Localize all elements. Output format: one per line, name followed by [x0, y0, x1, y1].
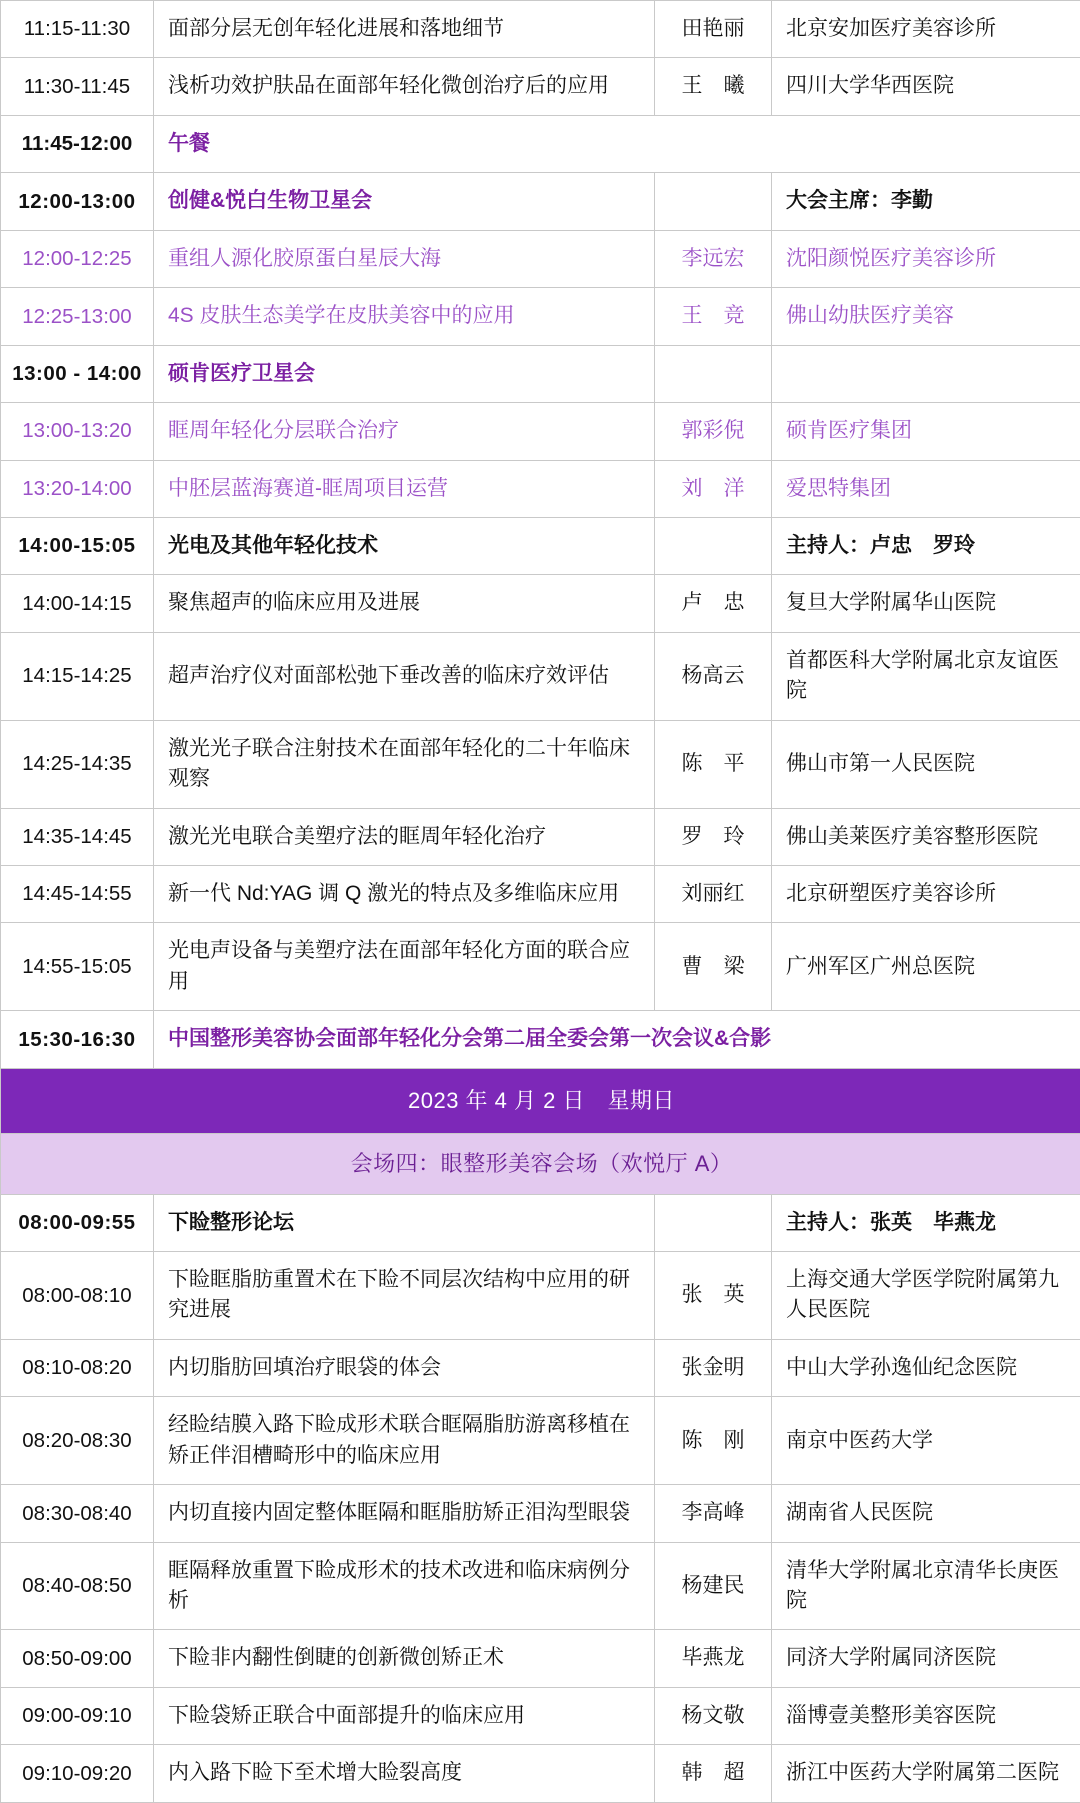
session-time: 12:00-12:25	[1, 231, 153, 287]
session-organization-cell	[772, 460, 1080, 517]
session-organization-cell	[772, 1542, 1080, 1630]
session-speaker: 刘 洋	[655, 461, 771, 517]
table-row	[1, 1194, 1080, 1251]
session-speaker: 毕燕龙	[655, 1630, 771, 1686]
session-title-cell	[154, 1, 655, 58]
session-time-cell	[1, 288, 154, 345]
session-title-cell	[154, 173, 655, 230]
session-organization: 广州军区广州总医院	[772, 939, 1080, 995]
session-organization-cell	[772, 923, 1080, 1011]
session-speaker-cell	[655, 460, 772, 517]
session-organization-cell	[772, 866, 1080, 923]
session-organization: 清华大学附属北京清华长庚医院	[772, 1543, 1080, 1630]
session-organization-cell	[772, 808, 1080, 865]
date-banner-text-cell	[1, 1068, 1080, 1133]
session-organization-cell	[772, 1194, 1080, 1251]
session-speaker-cell	[655, 720, 772, 808]
table-row	[1, 345, 1080, 402]
session-time: 08:40-08:50	[1, 1558, 153, 1614]
session-time-cell	[1, 923, 154, 1011]
table-row	[1, 808, 1080, 865]
table-row	[1, 1011, 1080, 1068]
table-row	[1, 517, 1080, 574]
session-time: 14:00-14:15	[1, 576, 153, 632]
session-title-cell	[154, 1542, 655, 1630]
session-organization: 主持人：卢忠 罗玲	[772, 518, 1080, 574]
session-title-cell	[154, 923, 655, 1011]
session-time: 08:20-08:30	[1, 1413, 153, 1469]
session-time-cell	[1, 1011, 154, 1068]
session-time-cell	[1, 1542, 154, 1630]
session-time: 14:45-14:55	[1, 866, 153, 922]
session-organization-cell	[772, 575, 1080, 632]
session-title-cell	[154, 1630, 655, 1687]
session-speaker-cell	[655, 923, 772, 1011]
session-time-cell	[1, 1, 154, 58]
session-time: 15:30-16:30	[1, 1012, 153, 1068]
session-organization: 淄博壹美整形美容医院	[772, 1688, 1080, 1744]
session-title-cell	[154, 808, 655, 865]
session-time: 14:25-14:35	[1, 736, 153, 792]
session-time: 09:00-09:10	[1, 1688, 153, 1744]
session-time-cell	[1, 403, 154, 460]
session-organization-cell	[772, 1, 1080, 58]
session-title: 面部分层无创年轻化进展和落地细节	[154, 1, 654, 57]
session-title: 下睑非内翻性倒睫的创新微创矫正术	[154, 1630, 654, 1686]
session-time: 11:45-12:00	[1, 116, 153, 172]
session-speaker-cell	[655, 575, 772, 632]
session-speaker: 曹 梁	[655, 939, 771, 995]
session-organization: 同济大学附属同济医院	[772, 1630, 1080, 1686]
session-organization: 四川大学华西医院	[772, 58, 1080, 114]
session-organization-cell	[772, 720, 1080, 808]
session-time: 08:50-09:00	[1, 1631, 153, 1687]
session-speaker-cell	[655, 866, 772, 923]
session-title: 光电及其他年轻化技术	[154, 518, 654, 574]
session-organization: 北京研塑医疗美容诊所	[772, 866, 1080, 922]
session-organization: 佛山幼肤医疗美容	[772, 288, 1080, 344]
session-time-cell	[1, 1485, 154, 1542]
session-title-cell	[154, 1339, 655, 1396]
session-organization: 佛山市第一人民医院	[772, 736, 1080, 792]
session-speaker-cell	[655, 808, 772, 865]
session-organization-cell	[772, 288, 1080, 345]
session-title: 下睑整形论坛	[154, 1195, 654, 1251]
session-speaker: 罗 玲	[655, 809, 771, 865]
table-row	[1, 288, 1080, 345]
table-row	[1, 1339, 1080, 1396]
session-title: 下睑眶脂肪重置术在下睑不同层次结构中应用的研究进展	[154, 1252, 654, 1339]
session-speaker	[655, 533, 771, 559]
table-row	[1, 1, 1080, 58]
session-title: 内切直接内固定整体眶隔和眶脂肪矫正泪沟型眼袋	[154, 1485, 654, 1541]
session-title-cell	[154, 1251, 655, 1339]
session-organization: 浙江中医药大学附属第二医院	[772, 1745, 1080, 1801]
session-title-cell	[154, 866, 655, 923]
session-speaker-cell	[655, 403, 772, 460]
session-title: 内入路下睑下至术增大睑裂高度	[154, 1745, 654, 1801]
session-organization-cell	[772, 1745, 1080, 1802]
session-time-cell	[1, 866, 154, 923]
session-speaker-cell	[655, 288, 772, 345]
session-speaker-cell	[655, 1485, 772, 1542]
session-title-cell	[154, 1485, 655, 1542]
session-time-cell	[1, 517, 154, 574]
session-title-cell	[154, 230, 655, 287]
session-title: 创健&悦白生物卫星会	[154, 173, 654, 229]
session-title-cell	[154, 575, 655, 632]
session-time-cell	[1, 1339, 154, 1396]
table-row	[1, 58, 1080, 115]
session-speaker-cell	[655, 230, 772, 287]
session-speaker: 陈 平	[655, 736, 771, 792]
session-time-cell	[1, 1251, 154, 1339]
session-time: 13:00-13:20	[1, 403, 153, 459]
table-row	[1, 173, 1080, 230]
table-row	[1, 632, 1080, 720]
session-time: 08:00-09:55	[1, 1195, 153, 1251]
session-title-cell	[154, 1745, 655, 1802]
session-speaker-cell	[655, 173, 772, 230]
table-row	[1, 1630, 1080, 1687]
session-speaker: 杨建民	[655, 1558, 771, 1614]
session-time-cell	[1, 632, 154, 720]
session-organization-cell	[772, 345, 1080, 402]
session-time: 14:35-14:45	[1, 809, 153, 865]
session-title-cell	[154, 288, 655, 345]
session-organization: 北京安加医疗美容诊所	[772, 1, 1080, 57]
session-time: 14:15-14:25	[1, 648, 153, 704]
session-time-cell	[1, 173, 154, 230]
session-title-cell	[154, 460, 655, 517]
session-organization: 复旦大学附属华山医院	[772, 575, 1080, 631]
session-speaker: 田艳丽	[655, 1, 771, 57]
session-time-cell	[1, 230, 154, 287]
session-speaker: 张金明	[655, 1340, 771, 1396]
session-speaker	[655, 189, 771, 215]
session-time: 13:00 - 14:00	[1, 346, 153, 402]
session-organization: 佛山美莱医疗美容整形医院	[772, 809, 1080, 865]
session-title: 午餐	[154, 116, 1080, 172]
session-speaker-cell	[655, 1251, 772, 1339]
session-organization-cell	[772, 403, 1080, 460]
session-title: 内切脂肪回填治疗眼袋的体会	[154, 1340, 654, 1396]
session-title: 浅析功效护肤品在面部年轻化微创治疗后的应用	[154, 58, 654, 114]
venue-banner-text-cell	[1, 1133, 1080, 1194]
session-speaker	[655, 1210, 771, 1236]
session-speaker: 郭彩倪	[655, 403, 771, 459]
session-organization-cell	[772, 173, 1080, 230]
table-row	[1, 1542, 1080, 1630]
session-title: 经睑结膜入路下睑成形术联合眶隔脂肪游离移植在矫正伴泪槽畸形中的临床应用	[154, 1397, 654, 1484]
session-title: 4S 皮肤生态美学在皮肤美容中的应用	[154, 288, 654, 344]
session-speaker: 李高峰	[655, 1485, 771, 1541]
session-organization-cell	[772, 517, 1080, 574]
session-title: 超声治疗仪对面部松弛下垂改善的临床疗效评估	[154, 648, 654, 704]
table-row	[1, 230, 1080, 287]
session-title-cell	[154, 115, 1080, 172]
table-row	[1, 1251, 1080, 1339]
session-organization-cell	[772, 632, 1080, 720]
table-row	[1, 923, 1080, 1011]
session-time: 13:20-14:00	[1, 461, 153, 517]
session-speaker-cell	[655, 517, 772, 574]
session-organization: 湖南省人民医院	[772, 1485, 1080, 1541]
session-speaker: 王 竞	[655, 288, 771, 344]
session-speaker-cell	[655, 1745, 772, 1802]
session-title-cell	[154, 720, 655, 808]
session-title: 眶隔释放重置下睑成形术的技术改进和临床病例分析	[154, 1543, 654, 1630]
session-speaker-cell	[655, 58, 772, 115]
table-row	[1, 1397, 1080, 1485]
session-speaker: 杨高云	[655, 648, 771, 704]
session-organization-cell	[772, 1251, 1080, 1339]
session-organization: 硕肯医疗集团	[772, 403, 1080, 459]
session-speaker	[655, 361, 771, 387]
table-row	[1, 403, 1080, 460]
session-organization: 沈阳颜悦医疗美容诊所	[772, 231, 1080, 287]
table-row	[1, 1485, 1080, 1542]
session-time: 08:00-08:10	[1, 1268, 153, 1324]
session-speaker: 李远宏	[655, 231, 771, 287]
table-row	[1, 1745, 1080, 1802]
session-title-cell	[154, 403, 655, 460]
session-speaker-cell	[655, 1542, 772, 1630]
table-row	[1, 1687, 1080, 1744]
session-time-cell	[1, 720, 154, 808]
session-organization: 大会主席：李勤	[772, 173, 1080, 229]
session-title: 激光光子联合注射技术在面部年轻化的二十年临床观察	[154, 721, 654, 808]
session-time-cell	[1, 460, 154, 517]
session-speaker: 韩 超	[655, 1745, 771, 1801]
session-organization-cell	[772, 230, 1080, 287]
session-speaker: 刘丽红	[655, 866, 771, 922]
table-row	[1, 460, 1080, 517]
session-speaker-cell	[655, 1630, 772, 1687]
session-speaker-cell	[655, 345, 772, 402]
session-title: 光电声设备与美塑疗法在面部年轻化方面的联合应用	[154, 923, 654, 1010]
session-organization	[772, 361, 1080, 387]
session-speaker: 张 英	[655, 1267, 771, 1323]
session-organization: 首都医科大学附属北京友谊医院	[772, 633, 1080, 720]
session-organization: 中山大学孙逸仙纪念医院	[772, 1340, 1080, 1396]
session-title: 新一代 Nd:YAG 调 Q 激光的特点及多维临床应用	[154, 866, 654, 922]
session-title-cell	[154, 632, 655, 720]
session-time: 11:15-11:30	[1, 1, 153, 57]
session-speaker: 王 曦	[655, 58, 771, 114]
session-organization-cell	[772, 1397, 1080, 1485]
session-organization-cell	[772, 1687, 1080, 1744]
session-time: 14:00-15:05	[1, 518, 153, 574]
session-organization-cell	[772, 1485, 1080, 1542]
session-time: 14:55-15:05	[1, 939, 153, 995]
session-time-cell	[1, 1397, 154, 1485]
session-title-cell	[154, 1397, 655, 1485]
session-time-cell	[1, 1630, 154, 1687]
session-speaker-cell	[655, 632, 772, 720]
session-time-cell	[1, 808, 154, 865]
session-speaker-cell	[655, 1397, 772, 1485]
session-speaker-cell	[655, 1687, 772, 1744]
session-title: 硕肯医疗卫星会	[154, 346, 654, 402]
table-row	[1, 1068, 1080, 1133]
table-row	[1, 575, 1080, 632]
table-row	[1, 720, 1080, 808]
session-organization: 主持人：张英 毕燕龙	[772, 1195, 1080, 1251]
session-time-cell	[1, 575, 154, 632]
session-time-cell	[1, 345, 154, 402]
session-title-cell	[154, 1194, 655, 1251]
session-organization: 上海交通大学医学院附属第九人民医院	[772, 1252, 1080, 1339]
session-organization-cell	[772, 1339, 1080, 1396]
session-time: 08:10-08:20	[1, 1340, 153, 1396]
session-organization-cell	[772, 58, 1080, 115]
session-title-cell	[154, 345, 655, 402]
session-title: 聚焦超声的临床应用及进展	[154, 575, 654, 631]
session-time-cell	[1, 115, 154, 172]
session-speaker-cell	[655, 1339, 772, 1396]
session-title-cell	[154, 1011, 1080, 1068]
session-title: 下睑袋矫正联合中面部提升的临床应用	[154, 1688, 654, 1744]
table-row	[1, 866, 1080, 923]
table-row	[1, 115, 1080, 172]
session-title-cell	[154, 1687, 655, 1744]
session-time: 11:30-11:45	[1, 59, 153, 115]
session-speaker: 陈 刚	[655, 1413, 771, 1469]
session-time: 08:30-08:40	[1, 1486, 153, 1542]
session-title-cell	[154, 517, 655, 574]
session-time-cell	[1, 1194, 154, 1251]
session-time: 12:25-13:00	[1, 289, 153, 345]
session-organization: 南京中医药大学	[772, 1413, 1080, 1469]
session-organization-cell	[772, 1630, 1080, 1687]
session-title: 中胚层蓝海赛道-眶周项目运营	[154, 461, 654, 517]
session-speaker: 杨文敬	[655, 1688, 771, 1744]
session-title-cell	[154, 58, 655, 115]
session-time-cell	[1, 58, 154, 115]
session-title: 眶周年轻化分层联合治疗	[154, 403, 654, 459]
session-time: 09:10-09:20	[1, 1746, 153, 1802]
table-row	[1, 1133, 1080, 1194]
session-organization: 爱思特集团	[772, 461, 1080, 517]
session-speaker: 卢 忠	[655, 575, 771, 631]
session-speaker-cell	[655, 1, 772, 58]
agenda-body	[1, 1, 1080, 1803]
session-speaker-cell	[655, 1194, 772, 1251]
session-title: 中国整形美容协会面部年轻化分会第二届全委会第一次会议&合影	[154, 1011, 1080, 1067]
session-time: 12:00-13:00	[1, 174, 153, 230]
venue-banner-text: 会场四：眼整形美容会场（欢悦厅 A）	[1, 1134, 1080, 1194]
session-time-cell	[1, 1687, 154, 1744]
session-time-cell	[1, 1745, 154, 1802]
session-title: 激光光电联合美塑疗法的眶周年轻化治疗	[154, 809, 654, 865]
session-title: 重组人源化胶原蛋白星辰大海	[154, 231, 654, 287]
date-banner-text: 2023 年 4 月 2 日 星期日	[1, 1069, 1080, 1133]
